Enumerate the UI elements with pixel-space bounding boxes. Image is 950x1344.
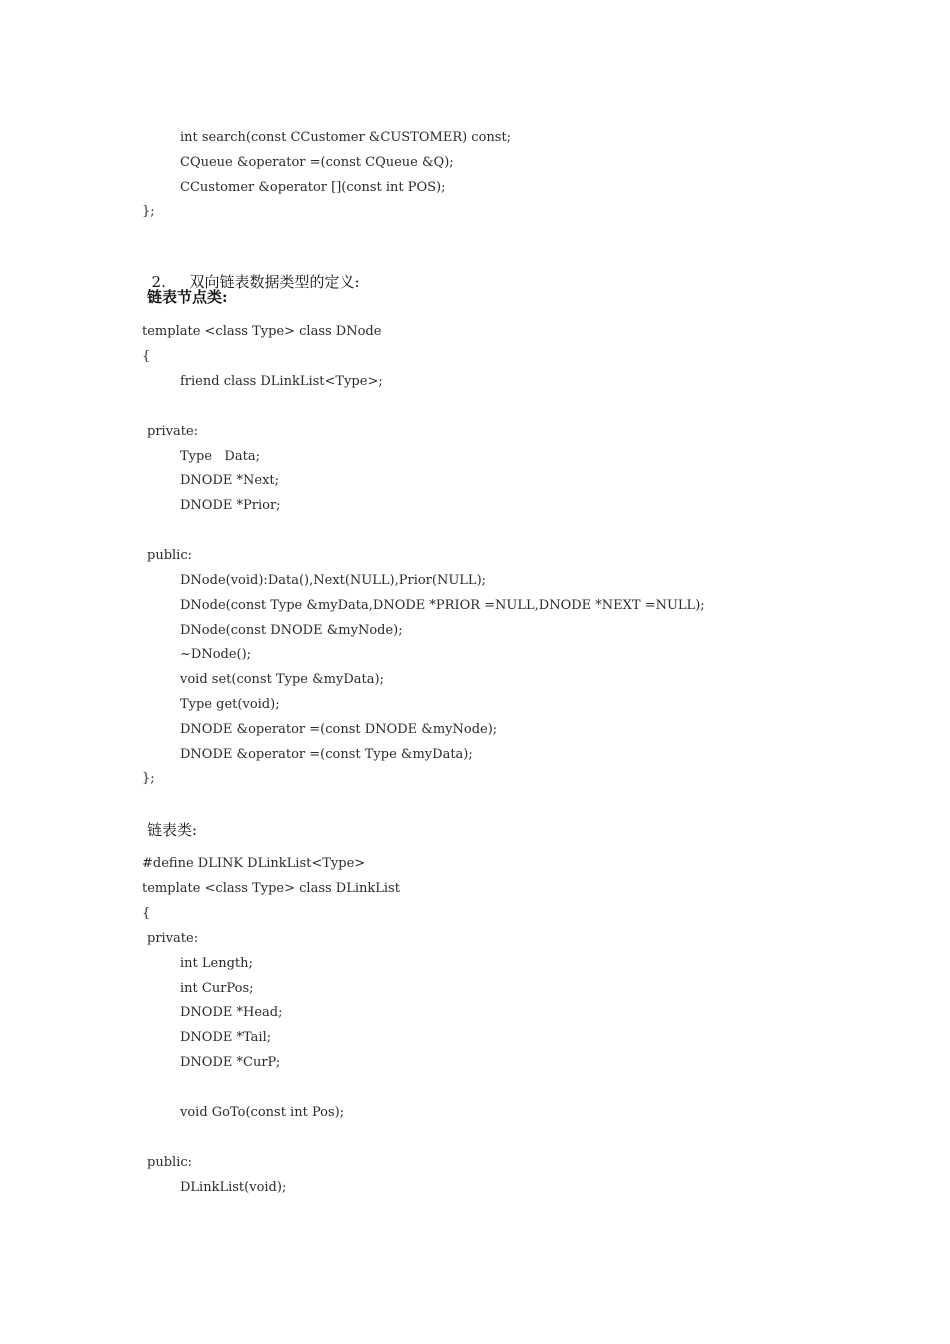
code-line: int search(const CCustomer &CUSTOMER) const; [180,130,512,145]
code-line: DNode(const Type &myData,DNODE *PRIOR =NULL,DNODE *NEXT =NULL); [180,598,705,613]
code-line: template <class Type> class DLinkList [142,881,400,896]
code-line: DLinkList(void); [180,1180,287,1195]
code-line: Type Data; [180,449,260,464]
code-line: DNODE *CurP; [180,1055,281,1070]
section-heading [142,252,360,292]
code-line: DNODE *Prior; [180,498,281,513]
code-line: CCustomer &operator [](const int POS); [180,180,446,195]
code-line: }; [142,204,155,219]
code-line: int CurPos; [180,981,254,996]
code-line: public: [147,1155,192,1170]
code-line: ~DNode(); [180,647,252,662]
code-line: private: [147,931,199,946]
code-line: DNODE *Next; [180,473,280,488]
section-title: 双向链表数据类型的定义: [189,273,360,291]
node-class-heading: 链表节点类: [147,288,228,306]
code-line: template <class Type> class DNode [142,324,382,339]
section-number: 2. [151,273,166,291]
code-line: Type get(void); [180,697,280,712]
code-line: DNode(const DNODE &myNode); [180,623,403,638]
code-line: { [142,906,151,921]
code-line: void GoTo(const int Pos); [180,1105,345,1120]
code-line: void set(const Type &myData); [180,672,384,687]
code-line: DNODE &operator =(const Type &myData); [180,747,473,762]
code-line: { [142,349,151,364]
code-line: DNODE &operator =(const DNODE &myNode); [180,722,498,737]
list-class-heading: 链表类: [147,821,198,839]
code-line: DNODE *Head; [180,1005,283,1020]
code-line: public: [147,548,192,563]
code-line: #define DLINK DLinkList<Type> [142,856,366,871]
code-line: int Length; [180,956,253,971]
code-line: DNODE *Tail; [180,1030,272,1045]
code-line: friend class DLinkList<Type>; [180,374,383,389]
code-line: DNode(void):Data(),Next(NULL),Prior(NULL); [180,573,487,588]
code-line: private: [147,424,199,439]
code-line: CQueue &operator =(const CQueue &Q); [180,155,454,170]
code-line: }; [142,771,155,786]
